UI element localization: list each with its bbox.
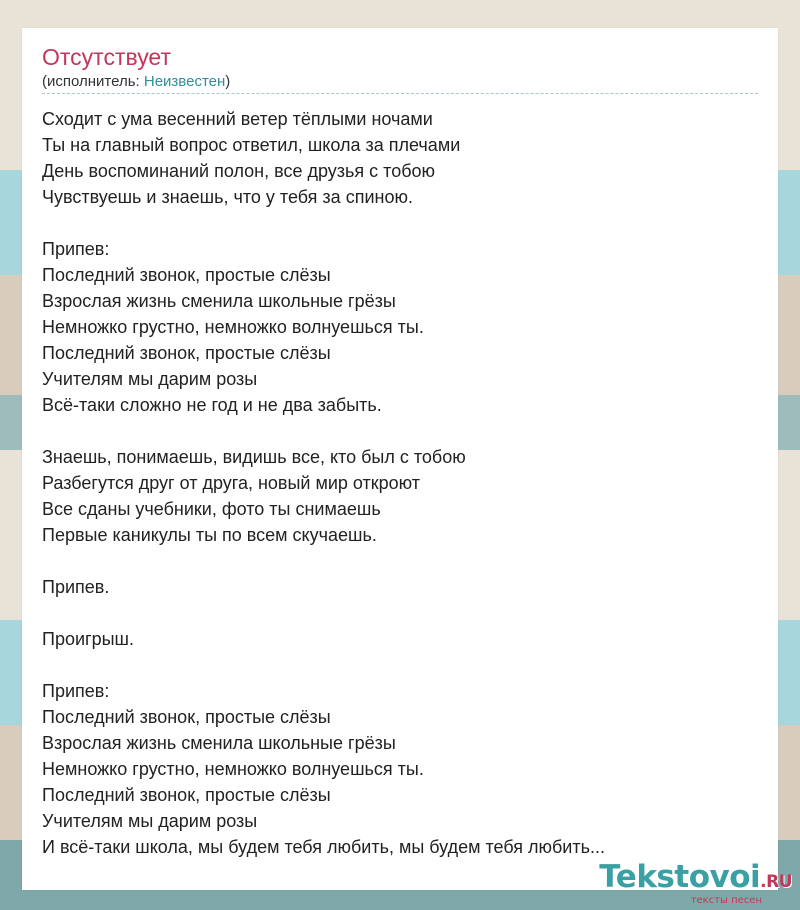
lyric-line: Последний звонок, простые слёзы xyxy=(42,343,331,363)
lyric-line: Немножко грустно, немножко волнуешься ты. xyxy=(42,317,424,337)
lyric-line: Первые каникулы ты по всем скучаешь. xyxy=(42,525,377,545)
artist-prefix: (исполнитель: xyxy=(42,73,144,90)
song-title: Отсутствует xyxy=(42,44,171,70)
lyric-line xyxy=(42,652,762,678)
logo-wordmark xyxy=(599,860,792,899)
lyric-line: Учителям мы дарим розы xyxy=(42,811,258,831)
lyrics-card xyxy=(22,28,778,890)
lyric-line xyxy=(42,418,762,444)
lyric-line: Проигрыш. xyxy=(42,629,134,649)
lyric-line: Всё-таки сложно не год и не два забыть. xyxy=(42,395,382,415)
lyric-line: Взрослая жизнь сменила школьные грёзы xyxy=(42,733,396,753)
lyric-line xyxy=(42,600,762,626)
logo-name: Tekstovoi xyxy=(599,859,761,895)
logo-tld: .RU xyxy=(760,872,792,892)
lyric-line xyxy=(42,210,762,236)
artist-suffix: ) xyxy=(225,73,231,90)
title-divider xyxy=(42,93,758,94)
lyric-line: Немножко грустно, немножко волнуешься ты. xyxy=(42,759,424,779)
lyrics-text xyxy=(42,106,762,860)
lyric-line: Сходит с ума весенний ветер тёплыми ночами xyxy=(42,109,433,129)
site-logo[interactable] xyxy=(599,860,792,906)
lyric-line xyxy=(42,548,762,574)
lyric-line: Припев: xyxy=(42,239,110,259)
lyric-line: Чувствуешь и знаешь, что у тебя за спиною. xyxy=(42,187,413,207)
lyric-line: Разбегутся друг от друга, новый мир откроют xyxy=(42,473,421,493)
lyric-line: Ты на главный вопрос ответил, школа за плечами xyxy=(42,135,461,155)
lyric-line: Взрослая жизнь сменила школьные грёзы xyxy=(42,291,396,311)
lyric-line: Все сданы учебники, фото ты снимаешь xyxy=(42,499,381,519)
lyric-line: И всё-таки школа, мы будем тебя любить, мы будем тебя любить... xyxy=(42,837,605,857)
lyric-line: День воспоминаний полон, все друзья с тобою xyxy=(42,161,436,181)
lyric-line: Последний звонок, простые слёзы xyxy=(42,265,331,285)
lyric-line: Припев. xyxy=(42,577,110,597)
lyric-line: Припев: xyxy=(42,681,110,701)
lyric-line: Знаешь, понимаешь, видишь все, кто был с тобою xyxy=(42,447,466,467)
lyric-line: Учителям мы дарим розы xyxy=(42,369,258,389)
artist-line xyxy=(42,73,230,91)
artist-link[interactable]: Неизвестен xyxy=(143,73,226,90)
lyric-line: Последний звонок, простые слёзы xyxy=(42,785,331,805)
logo-tagline: тексты песен xyxy=(690,895,762,906)
lyric-line: Последний звонок, простые слёзы xyxy=(42,707,331,727)
